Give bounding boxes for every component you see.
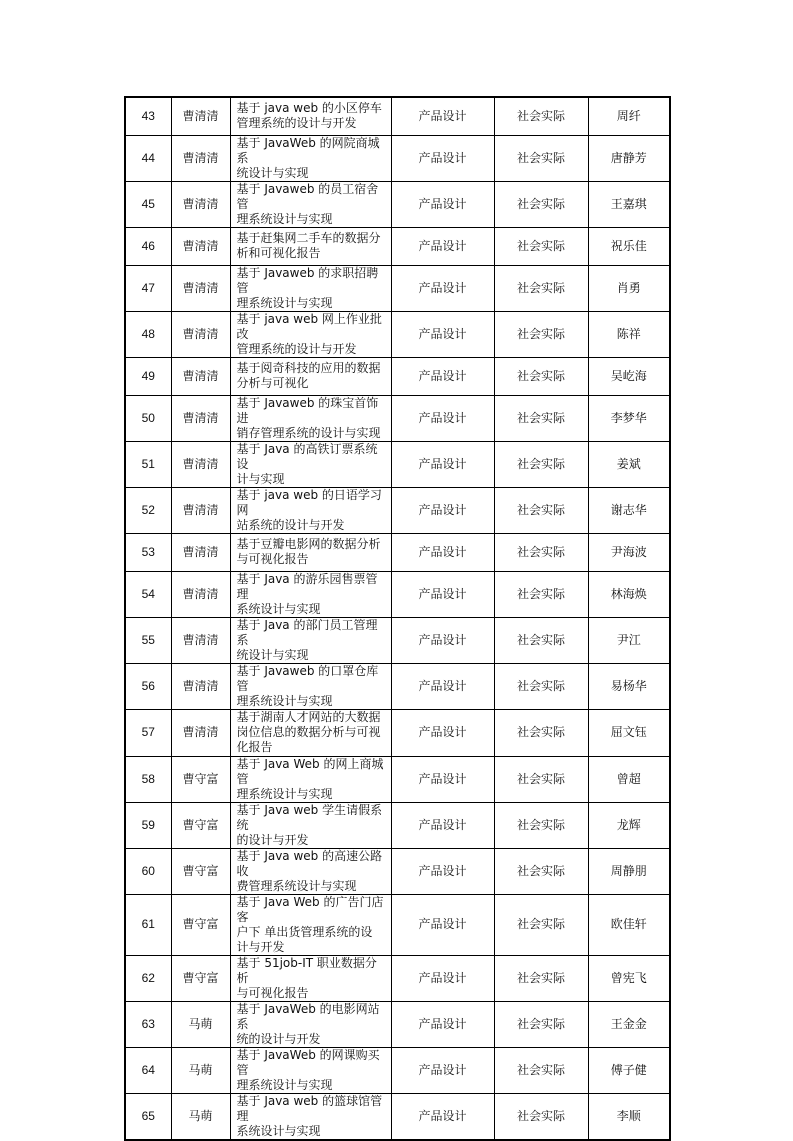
row-number: 49	[125, 357, 171, 395]
table-row	[125, 1001, 670, 1047]
topic-type: 产品设计	[391, 955, 494, 1001]
advisor-name: 曹清清	[171, 533, 230, 571]
student-name: 尹海波	[588, 533, 670, 571]
student-name: 李顺	[588, 1093, 670, 1140]
table-row	[125, 756, 670, 802]
topic-source: 社会实际	[494, 441, 588, 487]
thesis-topic-table	[124, 96, 671, 1141]
student-name: 王嘉琪	[588, 181, 670, 227]
row-number: 53	[125, 533, 171, 571]
table-row	[125, 955, 670, 1001]
thesis-title-line: 统设计与实现	[236, 165, 309, 180]
table-row	[125, 709, 670, 756]
thesis-title-line: 计与开发	[236, 939, 285, 954]
thesis-title-line: 与可视化报告	[236, 985, 309, 1000]
thesis-title-line: 分析与可视化	[236, 376, 309, 390]
topic-type: 产品设计	[391, 181, 494, 227]
row-number: 62	[125, 955, 171, 1001]
thesis-title-line: 基于湖南人才网站的大数据	[236, 710, 381, 724]
topic-type: 产品设计	[391, 848, 494, 894]
table-row	[125, 802, 670, 848]
table-row	[125, 533, 670, 571]
thesis-title-line: 系统设计与实现	[236, 601, 321, 616]
thesis-title-line: 基于 Java web 学生请假系统	[236, 802, 383, 832]
thesis-title-line: 析和可视化报告	[236, 246, 321, 260]
thesis-title	[230, 357, 391, 395]
table-body	[125, 97, 670, 1140]
table-row	[125, 848, 670, 894]
advisor-name: 马萌	[171, 1001, 230, 1047]
row-number: 51	[125, 441, 171, 487]
row-number: 44	[125, 135, 171, 181]
table-row	[125, 487, 670, 533]
advisor-name: 曹清清	[171, 97, 230, 135]
student-name: 肖勇	[588, 265, 670, 311]
student-name: 龙辉	[588, 802, 670, 848]
topic-source: 社会实际	[494, 663, 588, 709]
student-name: 尹江	[588, 617, 670, 663]
thesis-title-line: 基于 java web 网上作业批改	[236, 311, 382, 341]
thesis-title-line: 基于 java web 的日语学习网	[236, 487, 382, 517]
advisor-name: 曹清清	[171, 709, 230, 756]
student-name: 陈祥	[588, 311, 670, 357]
topic-type: 产品设计	[391, 663, 494, 709]
thesis-title-line: 基于 51job-IT 职业数据分析	[236, 955, 377, 985]
student-name: 易杨华	[588, 663, 670, 709]
advisor-name: 曹清清	[171, 227, 230, 265]
student-name: 吴屹海	[588, 357, 670, 395]
thesis-title	[230, 1093, 391, 1140]
thesis-title-line: 基于 Java Web 的网上商城管	[236, 756, 384, 786]
topic-type: 产品设计	[391, 1001, 494, 1047]
student-name: 欧佳轩	[588, 894, 670, 955]
row-number: 59	[125, 802, 171, 848]
topic-type: 产品设计	[391, 311, 494, 357]
thesis-title-line: 统设计与实现	[236, 647, 309, 662]
topic-source: 社会实际	[494, 135, 588, 181]
thesis-title-line: 基于阅奇科技的应用的数据	[236, 361, 381, 375]
thesis-title-line: 化报告	[236, 740, 273, 754]
student-name: 唐静芳	[588, 135, 670, 181]
topic-type: 产品设计	[391, 894, 494, 955]
thesis-title-line: 户下 单出货管理系统的设	[236, 924, 373, 939]
advisor-name: 马萌	[171, 1093, 230, 1140]
advisor-name: 曹清清	[171, 311, 230, 357]
advisor-name: 曹守富	[171, 756, 230, 802]
thesis-title-line: 费管理系统设计与实现	[236, 878, 357, 893]
thesis-title-line: 系统设计与实现	[236, 1123, 321, 1138]
thesis-title-line: 理系统设计与实现	[236, 295, 333, 310]
thesis-title-line: 基于 Java Web 的广告门店客	[236, 894, 384, 924]
student-name: 李梦华	[588, 395, 670, 441]
topic-type: 产品设计	[391, 441, 494, 487]
topic-source: 社会实际	[494, 533, 588, 571]
advisor-name: 曹清清	[171, 181, 230, 227]
topic-type: 产品设计	[391, 135, 494, 181]
advisor-name: 曹清清	[171, 571, 230, 617]
topic-type: 产品设计	[391, 487, 494, 533]
document-page	[124, 96, 669, 1141]
thesis-title	[230, 311, 391, 357]
thesis-title-line: 基于 Javaweb 的口罩仓库管	[236, 663, 379, 693]
thesis-title-line: 基于 java web 的小区停车	[236, 101, 382, 116]
table-row	[125, 663, 670, 709]
topic-source: 社会实际	[494, 181, 588, 227]
row-number: 50	[125, 395, 171, 441]
row-number: 56	[125, 663, 171, 709]
thesis-title	[230, 135, 391, 181]
topic-type: 产品设计	[391, 802, 494, 848]
student-name: 姜斌	[588, 441, 670, 487]
student-name: 谢志华	[588, 487, 670, 533]
table-row	[125, 441, 670, 487]
topic-type: 产品设计	[391, 571, 494, 617]
row-number: 60	[125, 848, 171, 894]
advisor-name: 曹守富	[171, 894, 230, 955]
advisor-name: 曹清清	[171, 395, 230, 441]
topic-type: 产品设计	[391, 756, 494, 802]
advisor-name: 曹守富	[171, 848, 230, 894]
row-number: 63	[125, 1001, 171, 1047]
student-name: 屈文钰	[588, 709, 670, 756]
student-name: 傅子健	[588, 1047, 670, 1093]
row-number: 45	[125, 181, 171, 227]
topic-source: 社会实际	[494, 802, 588, 848]
advisor-name: 曹清清	[171, 265, 230, 311]
thesis-title	[230, 955, 391, 1001]
thesis-title	[230, 227, 391, 265]
topic-type: 产品设计	[391, 1093, 494, 1140]
student-name: 王金金	[588, 1001, 670, 1047]
thesis-title	[230, 395, 391, 441]
thesis-title-line: 统的设计与开发	[236, 1031, 321, 1046]
table-row	[125, 1093, 670, 1140]
topic-source: 社会实际	[494, 1001, 588, 1047]
row-number: 43	[125, 97, 171, 135]
thesis-title-line: 销存管理系统的设计与实现	[236, 425, 381, 440]
topic-type: 产品设计	[391, 227, 494, 265]
topic-type: 产品设计	[391, 709, 494, 756]
thesis-title-line: 与可视化报告	[236, 552, 309, 566]
row-number: 47	[125, 265, 171, 311]
topic-source: 社会实际	[494, 894, 588, 955]
row-number: 65	[125, 1093, 171, 1140]
table-row	[125, 135, 670, 181]
thesis-title	[230, 894, 391, 955]
topic-source: 社会实际	[494, 709, 588, 756]
thesis-title-line: 基于 Javaweb 的员工宿舍管	[236, 181, 379, 211]
thesis-title-line: 基于 Java 的部门员工管理系	[236, 617, 378, 647]
thesis-title-line: 基于 Java web 的篮球馆管理	[236, 1093, 383, 1123]
thesis-title-line: 基于 JavaWeb 的电影网站系	[236, 1001, 380, 1031]
student-name: 曾超	[588, 756, 670, 802]
student-name: 周静朋	[588, 848, 670, 894]
thesis-title-line: 管理系统的设计与开发	[236, 341, 357, 356]
row-number: 48	[125, 311, 171, 357]
advisor-name: 马萌	[171, 1047, 230, 1093]
table-row	[125, 395, 670, 441]
advisor-name: 曹清清	[171, 441, 230, 487]
thesis-title-line: 基于 Javaweb 的珠宝首饰进	[236, 395, 379, 425]
student-name: 林海焕	[588, 571, 670, 617]
thesis-title-line: 基于 Java 的游乐园售票管理	[236, 571, 378, 601]
thesis-title-line: 的设计与开发	[236, 832, 309, 847]
topic-source: 社会实际	[494, 756, 588, 802]
thesis-title-line: 岗位信息的数据分析与可视	[236, 725, 381, 739]
thesis-title-line: 理系统设计与实现	[236, 211, 333, 226]
thesis-title	[230, 617, 391, 663]
topic-source: 社会实际	[494, 97, 588, 135]
advisor-name: 曹清清	[171, 663, 230, 709]
table-row	[125, 181, 670, 227]
thesis-title	[230, 571, 391, 617]
topic-type: 产品设计	[391, 617, 494, 663]
topic-source: 社会实际	[494, 617, 588, 663]
thesis-title	[230, 663, 391, 709]
topic-type: 产品设计	[391, 265, 494, 311]
topic-type: 产品设计	[391, 1047, 494, 1093]
table-row	[125, 311, 670, 357]
topic-source: 社会实际	[494, 311, 588, 357]
advisor-name: 曹清清	[171, 135, 230, 181]
thesis-title-line: 基于 Java web 的高速公路收	[236, 848, 383, 878]
row-number: 55	[125, 617, 171, 663]
topic-type: 产品设计	[391, 357, 494, 395]
topic-type: 产品设计	[391, 395, 494, 441]
thesis-title-line: 基于 JavaWeb 的网院商城系	[236, 135, 380, 165]
table-row	[125, 357, 670, 395]
thesis-title	[230, 265, 391, 311]
topic-source: 社会实际	[494, 265, 588, 311]
topic-source: 社会实际	[494, 395, 588, 441]
topic-source: 社会实际	[494, 1093, 588, 1140]
thesis-title-line: 基于豆瓣电影网的数据分析	[236, 537, 381, 551]
topic-source: 社会实际	[494, 1047, 588, 1093]
row-number: 54	[125, 571, 171, 617]
topic-source: 社会实际	[494, 955, 588, 1001]
thesis-title	[230, 441, 391, 487]
topic-source: 社会实际	[494, 487, 588, 533]
thesis-title-line: 基于 Javaweb 的求职招聘管	[236, 265, 379, 295]
topic-source: 社会实际	[494, 357, 588, 395]
thesis-title	[230, 1001, 391, 1047]
row-number: 52	[125, 487, 171, 533]
table-row	[125, 617, 670, 663]
table-row	[125, 265, 670, 311]
row-number: 57	[125, 709, 171, 756]
thesis-title	[230, 181, 391, 227]
row-number: 46	[125, 227, 171, 265]
thesis-title-line: 基于 Java 的高铁订票系统设	[236, 441, 378, 471]
thesis-title-line: 管理系统的设计与开发	[236, 116, 357, 131]
thesis-title-line: 计与实现	[236, 471, 285, 486]
advisor-name: 曹清清	[171, 357, 230, 395]
student-name: 祝乐佳	[588, 227, 670, 265]
row-number: 64	[125, 1047, 171, 1093]
advisor-name: 曹守富	[171, 802, 230, 848]
student-name: 曾宪飞	[588, 955, 670, 1001]
table-row	[125, 1047, 670, 1093]
thesis-title	[230, 97, 391, 135]
advisor-name: 曹守富	[171, 955, 230, 1001]
topic-source: 社会实际	[494, 571, 588, 617]
table-row	[125, 571, 670, 617]
topic-source: 社会实际	[494, 227, 588, 265]
thesis-title-line: 理系统设计与实现	[236, 786, 333, 801]
table-row	[125, 894, 670, 955]
thesis-title	[230, 848, 391, 894]
topic-type: 产品设计	[391, 533, 494, 571]
thesis-title-line: 基于赶集网二手车的数据分	[236, 231, 381, 245]
row-number: 61	[125, 894, 171, 955]
topic-source: 社会实际	[494, 848, 588, 894]
thesis-title	[230, 1047, 391, 1093]
thesis-title	[230, 533, 391, 571]
thesis-title-line: 站系统的设计与开发	[236, 517, 345, 532]
thesis-title-line: 基于 JavaWeb 的网课购买管	[236, 1047, 380, 1077]
advisor-name: 曹清清	[171, 617, 230, 663]
student-name: 周纤	[588, 97, 670, 135]
thesis-title	[230, 756, 391, 802]
thesis-title-line: 理系统设计与实现	[236, 693, 333, 708]
table-row	[125, 227, 670, 265]
thesis-title	[230, 802, 391, 848]
row-number: 58	[125, 756, 171, 802]
thesis-title	[230, 487, 391, 533]
topic-type: 产品设计	[391, 97, 494, 135]
table-row	[125, 97, 670, 135]
thesis-title	[230, 709, 391, 756]
thesis-title-line: 理系统设计与实现	[236, 1077, 333, 1092]
advisor-name: 曹清清	[171, 487, 230, 533]
